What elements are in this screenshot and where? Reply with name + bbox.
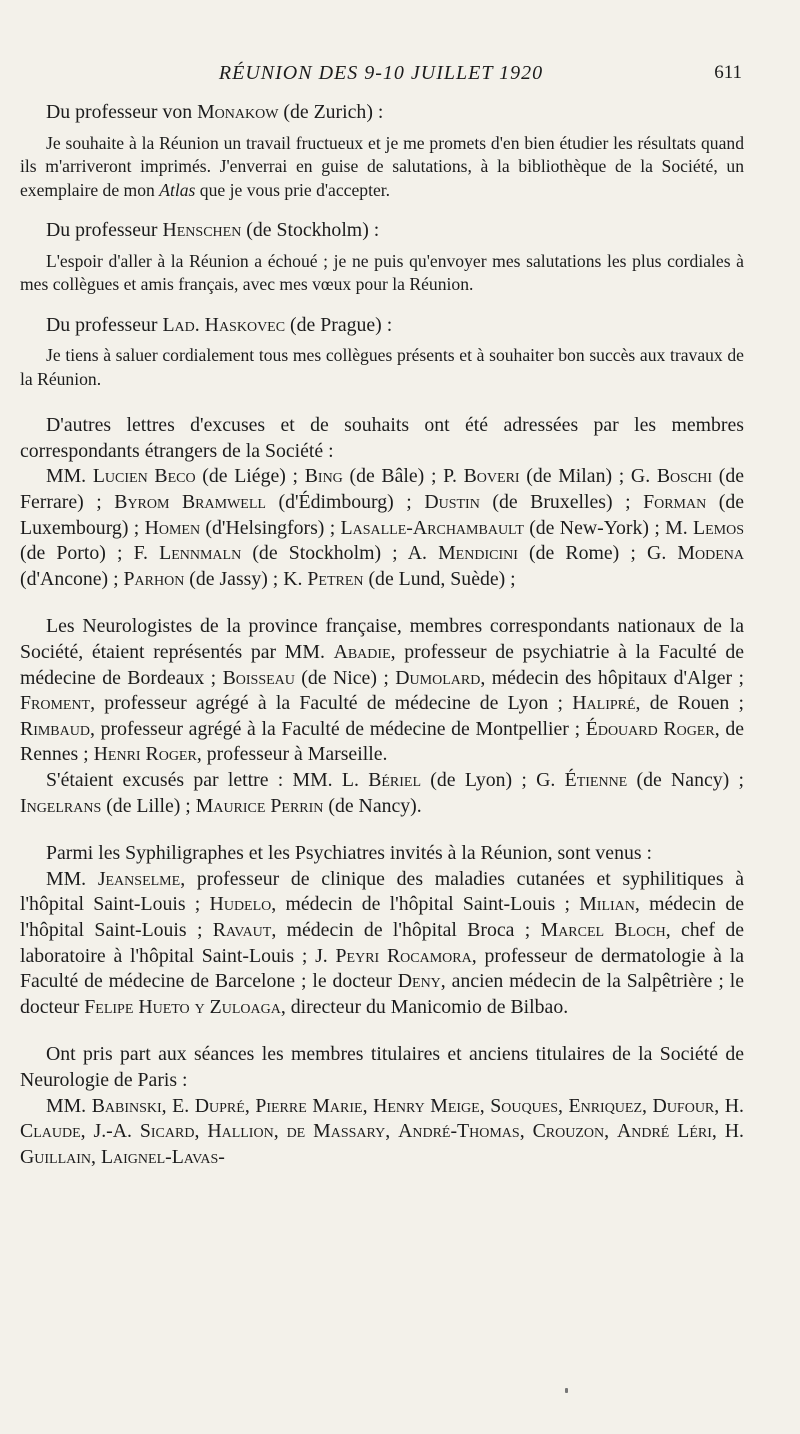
excuses-intro: D'autres lettres d'excuses et de souhaits ont été adressées par les membres correspondants étrangers de la Société : [20,414,744,462]
titulaires-list: MM. Babinski, E. Dupré, Pierre Marie, Henry Meige, Souques, Enriquez, Dufour, H. Claude, J.-A. Sicard, Hallion, de Massary, André-Thomas, Crouzon, André Léri, H. Guillain, Laignel-Lavas- [20,1094,745,1168]
haskovec-intro: Du professeur Lad. Haskovec (de Prague) : [46,313,393,336]
page-header [20,62,742,90]
monakow-letter: Je souhaite à la Réunion un travail fructueux et je me promets d'en bien étudier les résultats quand ils m'arriveront imprimés. J'enverrai en guise de salutations, à la bibliothèque de la Société, un exemplaire de mon Atlas que je vous prie d'accepter. [20,132,744,200]
syphiligraphes-intro: Parmi les Syphiligraphes et les Psychiatres invités à la Réunion, sont venus : [46,842,652,865]
henschen-intro: Du professeur Henschen (de Stockholm) : [46,219,380,242]
henschen-letter: L'espoir d'aller à la Réunion a échoué ; je ne puis qu'envoyer mes salutations les plus cordiales à mes collègues et amis français, avec mes vœux pour la Réunion. [20,250,744,295]
page-number: 611 [714,62,742,83]
province-paragraph: Les Neurologistes de la province française, membres correspondants nationaux de la Société, étaient représentés par MM. Abadie, professeur de psychiatrie à la Faculté de médecine de Bordeaux ; Boisseau (de Nice) ; Dumolard, médecin des hôpitaux d'Alger ; Froment, professeur agrégé à la Faculté de médecine de Lyon ; Halipré, de Rouen ; Rimbaud, professeur agrégé à la Faculté de médecine de Montpellier ; Édouard Roger, de Rennes ; Henri Roger, professeur à Marseille. [20,615,745,766]
excuses-list: MM. Lucien Beco (de Liége) ; Bing (de Bâle) ; P. Boveri (de Milan) ; G. Boschi (de Ferrare) ; Byrom Bramwell (d'Édimbourg) ; Dustin (de Bruxelles) ; Forman (de Luxembourg) ; Homen (d'Helsingfors) ; Lasalle-Archambault (de New-York) ; M. Lemos (de Porto) ; F. Lennmaln (de Stockholm) ; A. Mendicini (de Rome) ; G. Modena (d'Ancone) ; Parhon (de Jassy) ; K. Petren (de Lund, Suède) ; [20,465,745,590]
running-title: RÉUNION DES 9-10 JUILLET 1920 [218,62,544,84]
excused-paragraph: S'étaient excusés par lettre : MM. L. Bériel (de Lyon) ; G. Étienne (de Nancy) ; Ingelrans (de Lille) ; Maurice Perrin (de Nancy). [20,769,744,817]
haskovec-letter: Je tiens à saluer cordialement tous mes collègues présents et à souhaiter bon succès aux travaux de la Réunion. [20,345,744,389]
monakow-intro: Du professeur von Monakow (de Zurich) : [46,101,384,123]
print-speck [565,1388,568,1393]
syphiligraphes-list: MM. Jeanselme, professeur de clinique des maladies cutanées et syphilitiques à l'hôpital Saint-Louis ; Hudelo, médecin de l'hôpital Saint-Louis ; Milian, médecin de l'hôpital Saint-Louis ; Ravaut, médecin de l'hôpital Broca ; Marcel Bloch, chef de laboratoire à l'hôpital Saint-Louis ; J. Peyri Rocamora, professeur de dermatologie à la Faculté de médecine de Barcelone ; le docteur Deny, ancien médecin de la Salpêtrière ; le docteur Felipe Hueto y Zuloaga, directeur du Manicomio de Bilbao. [20,867,745,1018]
titulaires-intro: Ont pris part aux séances les membres titulaires et anciens titulaires de la Société de Neurologie de Paris : [20,1043,744,1091]
page-body [20,100,744,1170]
